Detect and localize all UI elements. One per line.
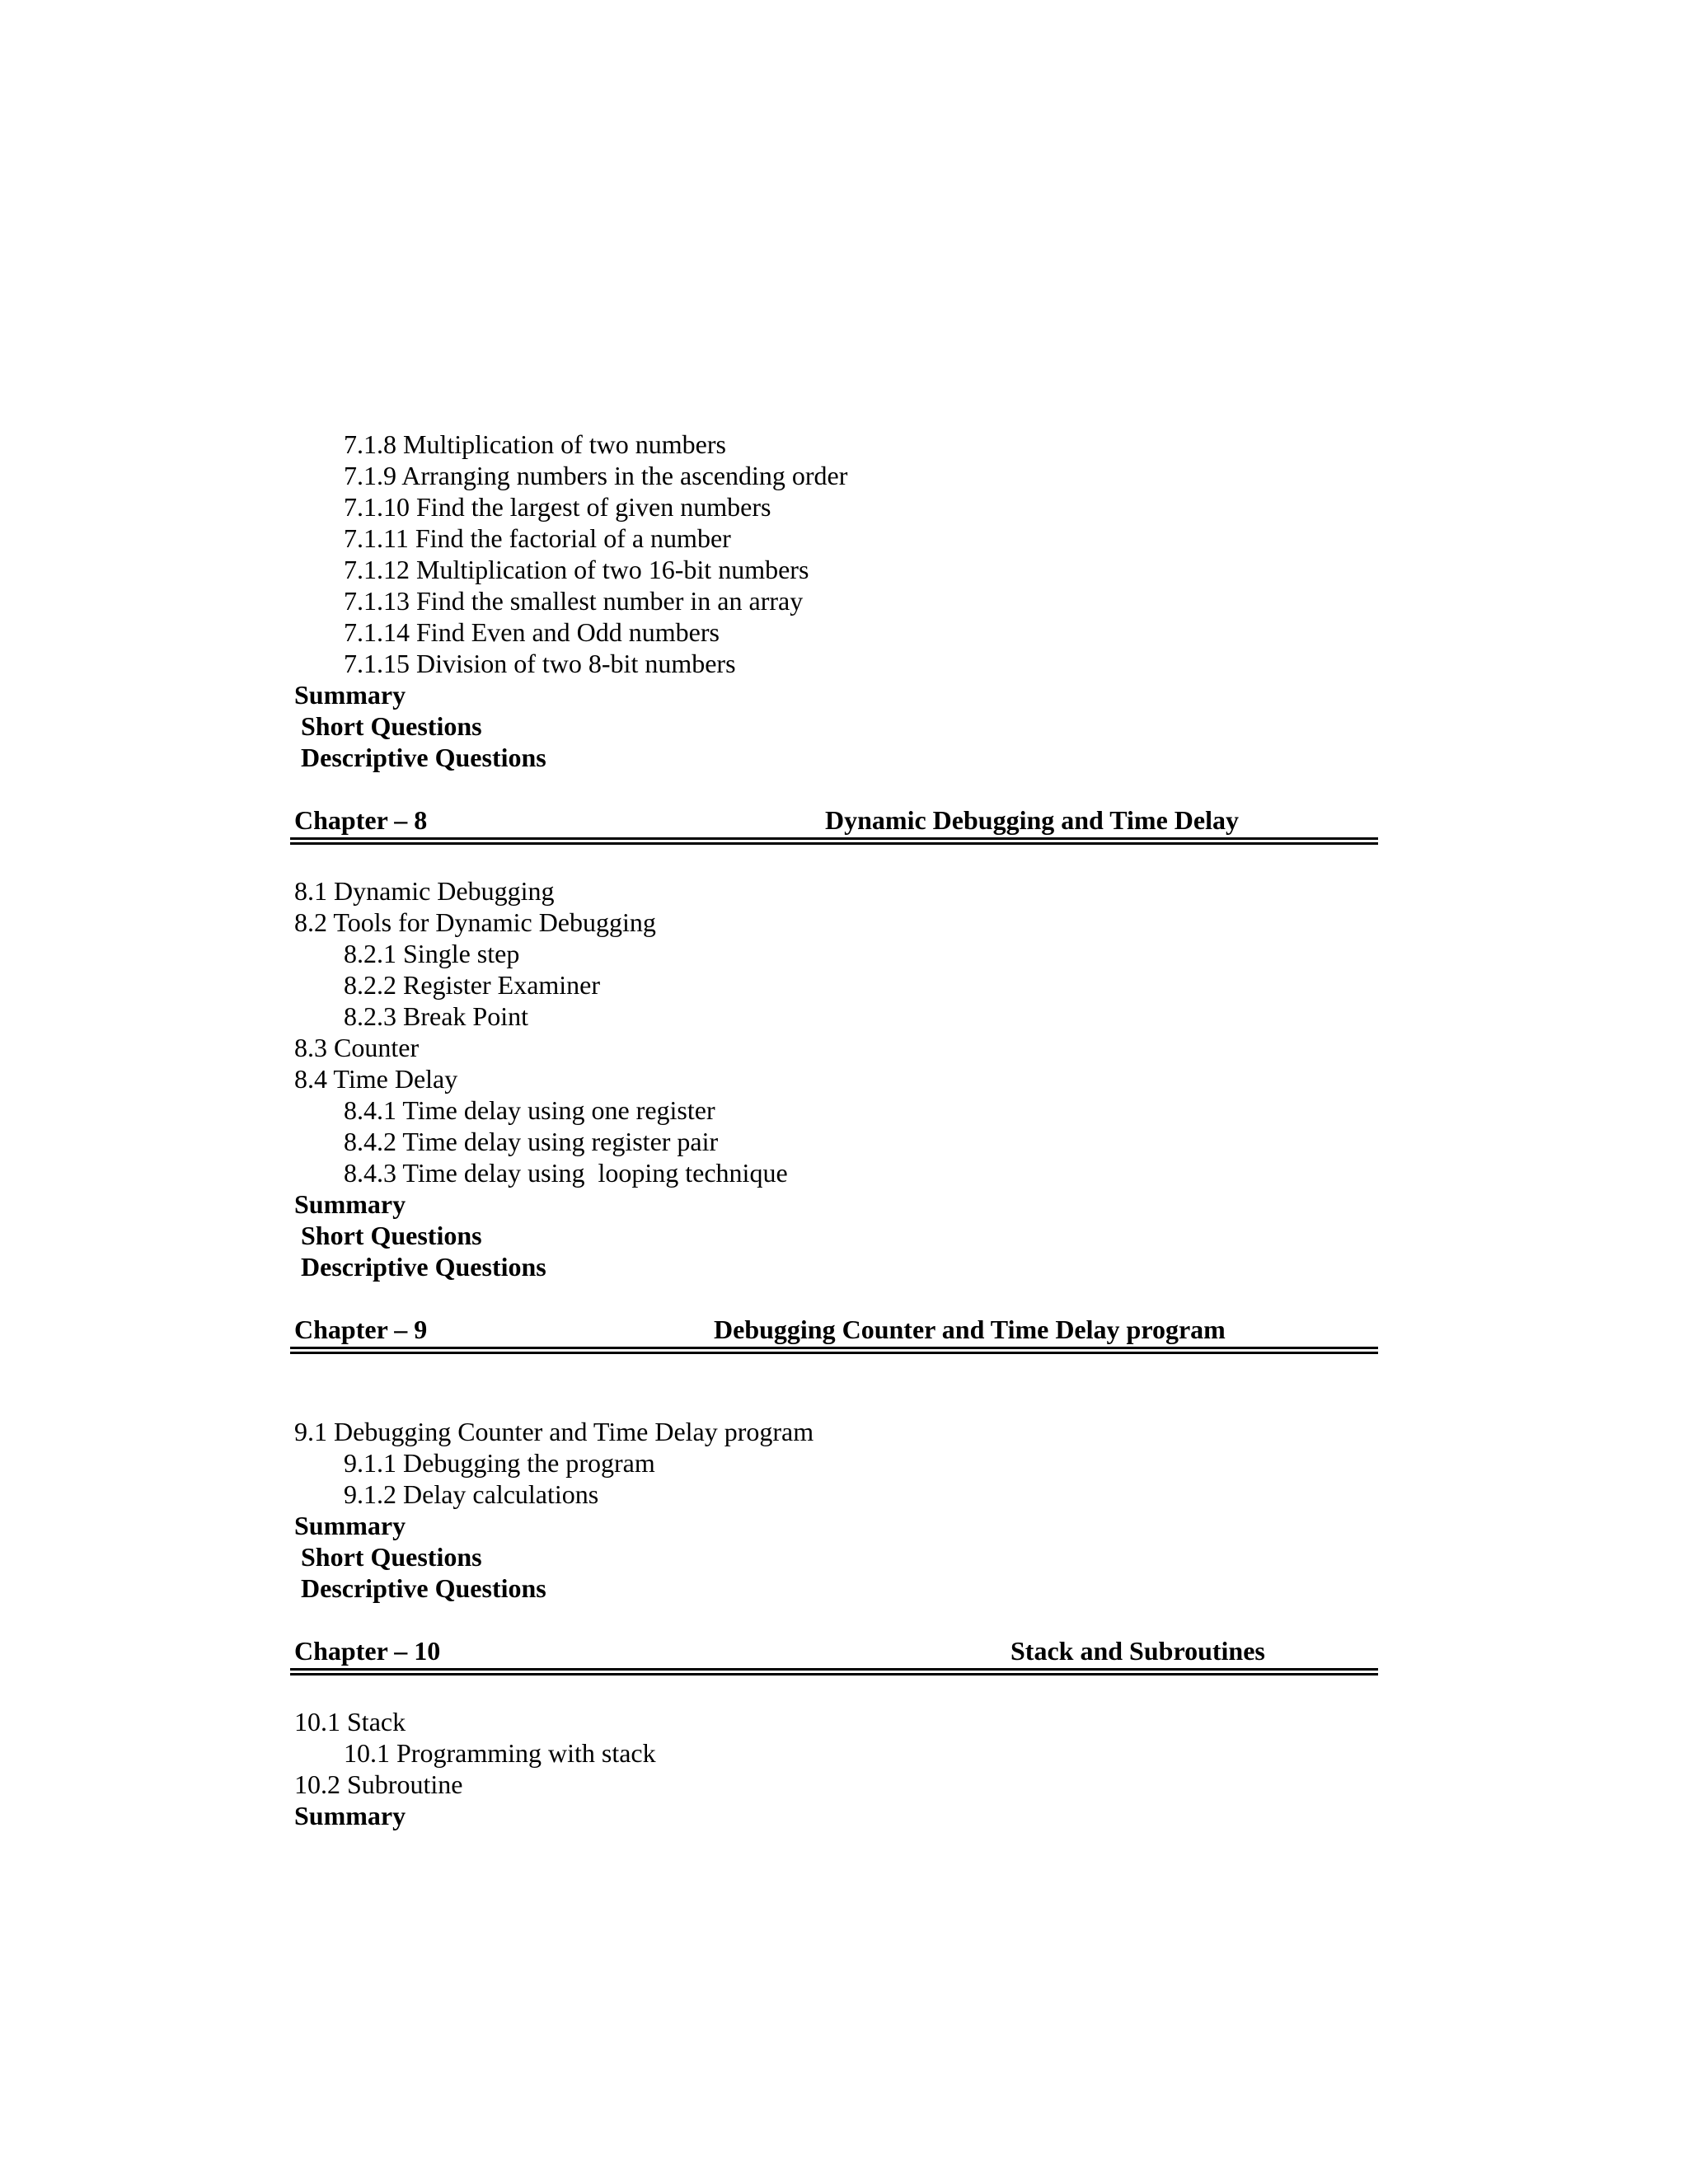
toc-entry-8-4-1: 8.4.1 Time delay using one register bbox=[344, 1095, 715, 1125]
toc-entry-10-1: 10.1 Stack bbox=[294, 1707, 406, 1736]
toc-entry-7-1-10: 7.1.10 Find the largest of given numbers bbox=[344, 492, 771, 522]
toc-short-questions: Short Questions bbox=[301, 1221, 482, 1250]
toc-entry-7-1-11: 7.1.11 Find the factorial of a number bbox=[344, 523, 731, 553]
toc-short-questions: Short Questions bbox=[301, 1542, 482, 1572]
toc-entry-8-4-2: 8.4.2 Time delay using register pair bbox=[344, 1127, 719, 1156]
toc-entry-9-1-1: 9.1.1 Debugging the program bbox=[344, 1448, 655, 1478]
toc-entry-9-1: 9.1 Debugging Counter and Time Delay program bbox=[294, 1417, 814, 1446]
toc-entry-7-1-8: 7.1.8 Multiplication of two numbers bbox=[344, 429, 726, 459]
toc-entry-10-1-sub: 10.1 Programming with stack bbox=[344, 1738, 656, 1768]
chapter-title: Dynamic Debugging and Time Delay bbox=[825, 805, 1239, 835]
chapter-label: Chapter – 10 bbox=[294, 1636, 441, 1666]
chapter-label: Chapter – 8 bbox=[294, 805, 428, 835]
toc-summary: Summary bbox=[294, 1189, 406, 1219]
toc-descriptive-questions: Descriptive Questions bbox=[301, 1573, 546, 1603]
toc-descriptive-questions: Descriptive Questions bbox=[301, 1252, 546, 1282]
toc-summary: Summary bbox=[294, 1511, 406, 1540]
toc-descriptive-questions: Descriptive Questions bbox=[301, 743, 546, 772]
toc-entry-7-1-12: 7.1.12 Multiplication of two 16-bit numbers bbox=[344, 555, 809, 584]
toc-entry-8-2-2: 8.2.2 Register Examiner bbox=[344, 970, 601, 1000]
chapter-title: Stack and Subroutines bbox=[1010, 1636, 1265, 1666]
chapter-rule bbox=[290, 837, 1378, 845]
toc-entry-8-4: 8.4 Time Delay bbox=[294, 1064, 458, 1094]
toc-entry-8-2-1: 8.2.1 Single step bbox=[344, 939, 520, 968]
toc-entry-7-1-9: 7.1.9 Arranging numbers in the ascending order bbox=[344, 461, 848, 490]
toc-entry-8-4-3: 8.4.3 Time delay using looping technique bbox=[344, 1158, 788, 1188]
toc-entry-7-1-13: 7.1.13 Find the smallest number in an array bbox=[344, 586, 804, 616]
toc-entry-9-1-2: 9.1.2 Delay calculations bbox=[344, 1479, 599, 1509]
toc-entry-7-1-14: 7.1.14 Find Even and Odd numbers bbox=[344, 617, 720, 647]
toc-entry-10-2: 10.2 Subroutine bbox=[294, 1769, 463, 1799]
toc-summary: Summary bbox=[294, 680, 406, 710]
toc-entry-8-2: 8.2 Tools for Dynamic Debugging bbox=[294, 907, 656, 937]
toc-entry-8-2-3: 8.2.3 Break Point bbox=[344, 1001, 528, 1031]
toc-short-questions: Short Questions bbox=[301, 711, 482, 741]
toc-summary: Summary bbox=[294, 1801, 406, 1830]
chapter-title: Debugging Counter and Time Delay program bbox=[714, 1315, 1226, 1344]
chapter-label: Chapter – 9 bbox=[294, 1315, 428, 1344]
toc-entry-7-1-15: 7.1.15 Division of two 8-bit numbers bbox=[344, 649, 736, 678]
toc-entry-8-1: 8.1 Dynamic Debugging bbox=[294, 876, 555, 906]
chapter-rule bbox=[290, 1668, 1378, 1675]
chapter-rule bbox=[290, 1347, 1378, 1354]
toc-entry-8-3: 8.3 Counter bbox=[294, 1033, 420, 1062]
